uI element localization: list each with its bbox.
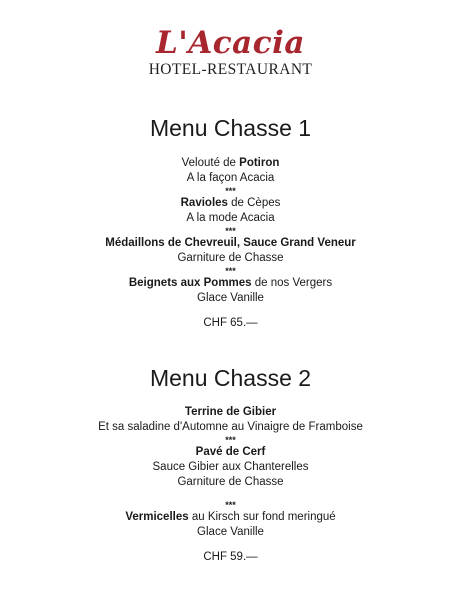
course-name: Potiron	[239, 157, 280, 169]
course-name: Beignets aux Pommes	[128, 277, 252, 289]
menu-1-course-3	[0, 236, 461, 266]
course-description: Glace Vanille	[197, 526, 264, 538]
menu-2-title: Menu Chasse 2	[149, 365, 312, 391]
course-name: Vermicelles	[125, 511, 189, 523]
menu-1-courses	[0, 156, 461, 306]
course-text: de nos Vergers	[251, 277, 333, 289]
course-description: A la façon Acacia	[186, 172, 275, 184]
course-description: Glace Vanille	[197, 292, 264, 304]
menu-1-course-1	[0, 156, 461, 186]
menu-1-course-2	[0, 196, 461, 226]
menu-2-courses	[0, 405, 461, 540]
separator: ***	[225, 500, 236, 510]
course-description: A la mode Acacia	[186, 212, 275, 224]
course-description: Garniture de Chasse	[177, 252, 284, 264]
course-name: Terrine de Gibier	[184, 406, 277, 418]
course-text: Velouté de	[181, 157, 240, 169]
menu-2-course-2	[0, 445, 461, 490]
course-name: Médaillons de Chevreuil, Sauce Grand Veneur	[105, 237, 356, 249]
menu-2-course-1	[0, 405, 461, 435]
menu-1-price: CHF 65.—	[203, 317, 258, 329]
menu-2-course-3	[0, 510, 461, 540]
separator: ***	[225, 266, 236, 276]
logo	[0, 26, 461, 79]
course-name: Pavé de Cerf	[195, 446, 266, 458]
logo-subtitle: HOTEL-RESTAURANT	[148, 61, 313, 78]
separator: ***	[225, 186, 236, 196]
logo-name: L'Acacia	[155, 25, 306, 61]
course-text: de Cèpes	[227, 197, 281, 209]
course-name: Ravioles	[180, 197, 228, 209]
menu-1-title: Menu Chasse 1	[149, 115, 312, 141]
separator: ***	[225, 435, 236, 445]
course-text: au Kirsch sur fond meringué	[188, 511, 336, 523]
separator: ***	[225, 226, 236, 236]
course-description: Et sa saladine d'Automne au Vinaigre de Framboise	[98, 421, 363, 433]
menu-2-price: CHF 59.—	[203, 551, 258, 563]
menu-1-course-4	[0, 276, 461, 306]
course-description: Sauce Gibier aux Chanterelles	[152, 461, 309, 473]
course-description: Garniture de Chasse	[177, 476, 284, 488]
